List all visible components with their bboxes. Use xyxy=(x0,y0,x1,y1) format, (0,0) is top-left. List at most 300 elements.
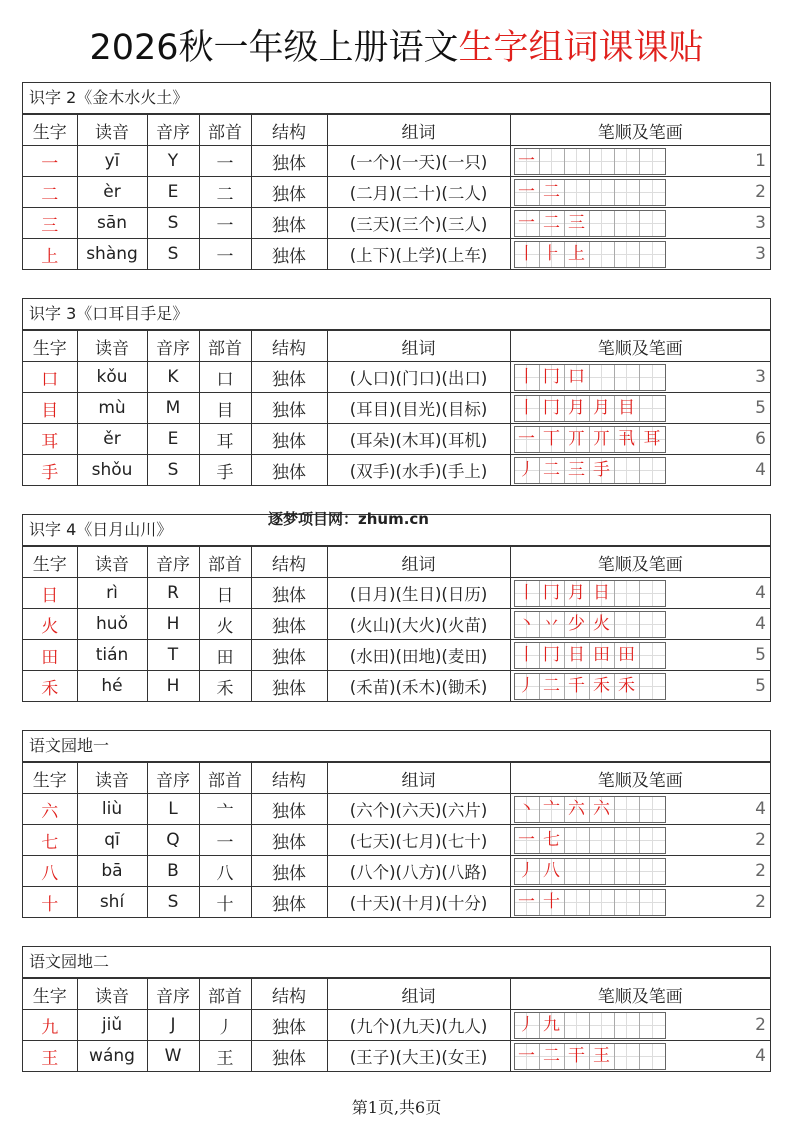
new-char: 王 xyxy=(23,1041,77,1072)
stroke-step: 六 xyxy=(590,797,615,822)
stroke-step xyxy=(590,211,615,236)
column-header-char: 生字 xyxy=(23,979,77,1010)
initial-letter: H xyxy=(147,609,199,640)
stroke-step: 丷 xyxy=(540,612,565,637)
stroke-step: 冂 xyxy=(540,396,565,421)
stroke-order-cell xyxy=(510,887,770,918)
table-row xyxy=(23,825,770,856)
stroke-grid xyxy=(514,395,666,422)
table-row xyxy=(23,671,770,702)
stroke-step xyxy=(640,1013,665,1038)
table-row xyxy=(23,177,770,208)
initial-letter: M xyxy=(147,393,199,424)
stroke-step: 七 xyxy=(540,828,565,853)
stroke-order-cell xyxy=(510,177,770,208)
column-header-strokes: 笔顺及笔画 xyxy=(510,115,770,146)
column-header-pinyin: 读音 xyxy=(77,331,147,362)
new-char: 日 xyxy=(23,578,77,609)
stroke-count: 4 xyxy=(755,614,766,634)
initial-letter: H xyxy=(147,671,199,702)
new-char: 口 xyxy=(23,362,77,393)
initial-letter: S xyxy=(147,887,199,918)
column-header-row xyxy=(23,979,770,1010)
radical: 一 xyxy=(199,239,251,270)
new-char: 十 xyxy=(23,887,77,918)
stroke-step xyxy=(615,859,640,884)
pinyin: tián xyxy=(77,640,147,671)
stroke-step: 少 xyxy=(565,612,590,637)
new-char: 六 xyxy=(23,794,77,825)
stroke-step: 日 xyxy=(590,581,615,606)
new-char: 七 xyxy=(23,825,77,856)
structure: 独体 xyxy=(251,578,327,609)
column-header-structure: 结构 xyxy=(251,331,327,362)
lesson-table xyxy=(22,298,771,486)
column-header-radical: 部首 xyxy=(199,763,251,794)
stroke-step xyxy=(540,149,565,174)
stroke-grid xyxy=(514,673,666,700)
initial-letter: W xyxy=(147,1041,199,1072)
new-char: 火 xyxy=(23,609,77,640)
radical: 一 xyxy=(199,208,251,239)
stroke-step: 上 xyxy=(565,242,590,267)
stroke-order-cell xyxy=(510,825,770,856)
pinyin: shàng xyxy=(77,239,147,270)
stroke-count: 2 xyxy=(755,861,766,881)
column-header-strokes: 笔顺及笔画 xyxy=(510,547,770,578)
stroke-step xyxy=(615,828,640,853)
column-header-char: 生字 xyxy=(23,763,77,794)
stroke-step: 亠 xyxy=(540,797,565,822)
column-header-strokes: 笔顺及笔画 xyxy=(510,763,770,794)
stroke-count: 2 xyxy=(755,830,766,850)
word-list: (日月)(生日)(日历) xyxy=(327,578,510,609)
stroke-step xyxy=(590,859,615,884)
radical: 耳 xyxy=(199,424,251,455)
title-main: 2026秋一年级上册语文 xyxy=(89,28,459,68)
column-header-radical: 部首 xyxy=(199,115,251,146)
stroke-order-cell xyxy=(510,609,770,640)
stroke-count: 4 xyxy=(755,799,766,819)
radical: 八 xyxy=(199,856,251,887)
stroke-count: 4 xyxy=(755,583,766,603)
word-list: (七天)(七月)(七十) xyxy=(327,825,510,856)
stroke-order-cell xyxy=(510,208,770,239)
stroke-step xyxy=(590,890,615,915)
table-row xyxy=(23,1010,770,1041)
stroke-step: 二 xyxy=(540,1044,565,1069)
char-table xyxy=(23,114,770,269)
column-header-row xyxy=(23,547,770,578)
stroke-grid xyxy=(514,580,666,607)
stroke-order-cell xyxy=(510,455,770,486)
stroke-step xyxy=(590,365,615,390)
column-header-radical: 部首 xyxy=(199,979,251,1010)
stroke-order-cell xyxy=(510,1010,770,1041)
stroke-order-cell xyxy=(510,640,770,671)
column-header-initial: 音序 xyxy=(147,763,199,794)
stroke-step: 日 xyxy=(565,643,590,668)
stroke-step xyxy=(640,149,665,174)
stroke-step: 千 xyxy=(565,674,590,699)
stroke-count: 1 xyxy=(755,151,766,171)
initial-letter: S xyxy=(147,455,199,486)
structure: 独体 xyxy=(251,362,327,393)
lesson-table xyxy=(22,730,771,918)
structure: 独体 xyxy=(251,887,327,918)
table-row xyxy=(23,856,770,887)
stroke-step xyxy=(640,581,665,606)
structure: 独体 xyxy=(251,455,327,486)
word-list: (上下)(上学)(上车) xyxy=(327,239,510,270)
pinyin: ěr xyxy=(77,424,147,455)
stroke-step: 火 xyxy=(590,612,615,637)
structure: 独体 xyxy=(251,825,327,856)
stroke-step xyxy=(615,365,640,390)
stroke-step xyxy=(640,643,665,668)
stroke-step: 八 xyxy=(540,859,565,884)
stroke-step xyxy=(640,890,665,915)
column-header-words: 组词 xyxy=(327,547,510,578)
word-list: (九个)(九天)(九人) xyxy=(327,1010,510,1041)
initial-letter: K xyxy=(147,362,199,393)
new-char: 田 xyxy=(23,640,77,671)
pinyin: liù xyxy=(77,794,147,825)
stroke-step xyxy=(640,674,665,699)
radical: 手 xyxy=(199,455,251,486)
word-list: (王子)(大王)(女王) xyxy=(327,1041,510,1072)
stroke-step: 冂 xyxy=(540,365,565,390)
stroke-step xyxy=(565,180,590,205)
stroke-step: 丨 xyxy=(515,396,540,421)
stroke-count: 3 xyxy=(755,244,766,264)
stroke-order-cell xyxy=(510,671,770,702)
stroke-count: 5 xyxy=(755,398,766,418)
word-list: (三天)(三个)(三人) xyxy=(327,208,510,239)
radical: 火 xyxy=(199,609,251,640)
column-header-initial: 音序 xyxy=(147,547,199,578)
lesson-title: 语文园地一 xyxy=(23,731,770,762)
table-row xyxy=(23,609,770,640)
stroke-step xyxy=(640,396,665,421)
stroke-step: 月 xyxy=(565,581,590,606)
stroke-step: 丿 xyxy=(515,859,540,884)
column-header-words: 组词 xyxy=(327,115,510,146)
stroke-step: 冂 xyxy=(540,643,565,668)
stroke-grid xyxy=(514,796,666,823)
stroke-step xyxy=(615,242,640,267)
new-char: 三 xyxy=(23,208,77,239)
pinyin: sān xyxy=(77,208,147,239)
lesson-title: 语文园地二 xyxy=(23,947,770,978)
radical: 丿 xyxy=(199,1010,251,1041)
table-row xyxy=(23,887,770,918)
radical: 亠 xyxy=(199,794,251,825)
stroke-step: 丶 xyxy=(515,797,540,822)
stroke-step: 一 xyxy=(515,211,540,236)
stroke-grid xyxy=(514,457,666,484)
stroke-step xyxy=(640,365,665,390)
stroke-step xyxy=(615,797,640,822)
stroke-step: 一 xyxy=(515,149,540,174)
stroke-step: 二 xyxy=(540,180,565,205)
pinyin: èr xyxy=(77,177,147,208)
structure: 独体 xyxy=(251,393,327,424)
initial-letter: E xyxy=(147,424,199,455)
stroke-step xyxy=(615,612,640,637)
radical: 一 xyxy=(199,146,251,177)
table-row xyxy=(23,146,770,177)
stroke-order-cell xyxy=(510,578,770,609)
stroke-step: 干 xyxy=(565,1044,590,1069)
stroke-grid xyxy=(514,1012,666,1039)
watermark-text: 逐梦项目网：zhum.cn xyxy=(268,510,429,528)
structure: 独体 xyxy=(251,146,327,177)
stroke-step: 口 xyxy=(565,365,590,390)
stroke-step xyxy=(615,581,640,606)
stroke-step xyxy=(615,890,640,915)
stroke-step: 禾 xyxy=(615,674,640,699)
stroke-step xyxy=(590,180,615,205)
radical: 一 xyxy=(199,825,251,856)
word-list: (人口)(门口)(出口) xyxy=(327,362,510,393)
stroke-count: 2 xyxy=(755,182,766,202)
radical: 二 xyxy=(199,177,251,208)
new-char: 目 xyxy=(23,393,77,424)
new-char: 二 xyxy=(23,177,77,208)
word-list: (一个)(一天)(一只) xyxy=(327,146,510,177)
stroke-grid xyxy=(514,858,666,885)
stroke-order-cell xyxy=(510,856,770,887)
stroke-step: 丌 xyxy=(590,427,615,452)
stroke-order-cell xyxy=(510,146,770,177)
column-header-words: 组词 xyxy=(327,979,510,1010)
stroke-step: 二 xyxy=(540,211,565,236)
structure: 独体 xyxy=(251,671,327,702)
new-char: 上 xyxy=(23,239,77,270)
column-header-pinyin: 读音 xyxy=(77,763,147,794)
stroke-count: 2 xyxy=(755,892,766,912)
stroke-step: 田 xyxy=(615,643,640,668)
stroke-grid xyxy=(514,364,666,391)
char-table xyxy=(23,330,770,485)
stroke-step: 月 xyxy=(565,396,590,421)
stroke-step xyxy=(640,797,665,822)
radical: 十 xyxy=(199,887,251,918)
table-row xyxy=(23,424,770,455)
stroke-count: 2 xyxy=(755,1015,766,1035)
pinyin: mù xyxy=(77,393,147,424)
pinyin: kǒu xyxy=(77,362,147,393)
column-header-pinyin: 读音 xyxy=(77,547,147,578)
stroke-step xyxy=(615,1013,640,1038)
stroke-step: 六 xyxy=(565,797,590,822)
word-list: (耳朵)(木耳)(耳机) xyxy=(327,424,510,455)
word-list: (六个)(六天)(六片) xyxy=(327,794,510,825)
lesson-table xyxy=(22,946,771,1072)
pinyin: shǒu xyxy=(77,455,147,486)
title-highlight: 生字组词课课贴 xyxy=(458,28,704,68)
stroke-count: 4 xyxy=(755,1046,766,1066)
word-list: (水田)(田地)(麦田) xyxy=(327,640,510,671)
table-row xyxy=(23,640,770,671)
pinyin: bā xyxy=(77,856,147,887)
stroke-step: 冂 xyxy=(540,581,565,606)
column-header-strokes: 笔顺及笔画 xyxy=(510,331,770,362)
stroke-step: 丶 xyxy=(515,612,540,637)
initial-letter: R xyxy=(147,578,199,609)
word-list: (火山)(大火)(火苗) xyxy=(327,609,510,640)
stroke-grid xyxy=(514,210,666,237)
stroke-step xyxy=(565,1013,590,1038)
word-list: (禾苗)(禾木)(锄禾) xyxy=(327,671,510,702)
column-header-radical: 部首 xyxy=(199,331,251,362)
stroke-step: 丌 xyxy=(565,427,590,452)
stroke-step: 禾 xyxy=(590,674,615,699)
stroke-step xyxy=(565,859,590,884)
table-row xyxy=(23,362,770,393)
stroke-grid xyxy=(514,611,666,638)
stroke-count: 6 xyxy=(755,429,766,449)
stroke-step: 丨 xyxy=(515,581,540,606)
pinyin: rì xyxy=(77,578,147,609)
stroke-step: 田 xyxy=(590,643,615,668)
stroke-step xyxy=(640,242,665,267)
column-header-initial: 音序 xyxy=(147,331,199,362)
stroke-step xyxy=(615,180,640,205)
column-header-pinyin: 读音 xyxy=(77,115,147,146)
column-header-structure: 结构 xyxy=(251,115,327,146)
table-row xyxy=(23,1041,770,1072)
radical: 田 xyxy=(199,640,251,671)
stroke-step: 三 xyxy=(565,458,590,483)
stroke-step xyxy=(615,458,640,483)
pinyin: huǒ xyxy=(77,609,147,640)
lesson-title: 识字 4《日月山川》 xyxy=(23,515,770,546)
stroke-step xyxy=(565,828,590,853)
stroke-grid xyxy=(514,889,666,916)
stroke-step: 丮 xyxy=(615,427,640,452)
stroke-order-cell xyxy=(510,362,770,393)
stroke-step xyxy=(590,1013,615,1038)
initial-letter: J xyxy=(147,1010,199,1041)
initial-letter: T xyxy=(147,640,199,671)
radical: 禾 xyxy=(199,671,251,702)
stroke-step: 一 xyxy=(515,427,540,452)
stroke-order-cell xyxy=(510,794,770,825)
stroke-step xyxy=(640,180,665,205)
structure: 独体 xyxy=(251,794,327,825)
column-header-row xyxy=(23,331,770,362)
new-char: 手 xyxy=(23,455,77,486)
stroke-step xyxy=(590,242,615,267)
column-header-radical: 部首 xyxy=(199,547,251,578)
column-header-strokes: 笔顺及笔画 xyxy=(510,979,770,1010)
stroke-step: 丨 xyxy=(515,643,540,668)
new-char: 耳 xyxy=(23,424,77,455)
stroke-step xyxy=(565,890,590,915)
stroke-step: 一 xyxy=(515,180,540,205)
column-header-words: 组词 xyxy=(327,331,510,362)
column-header-char: 生字 xyxy=(23,331,77,362)
char-table xyxy=(23,762,770,917)
stroke-step xyxy=(640,458,665,483)
stroke-count: 4 xyxy=(755,460,766,480)
stroke-order-cell xyxy=(510,1041,770,1072)
initial-letter: S xyxy=(147,239,199,270)
word-list: (双手)(水手)(手上) xyxy=(327,455,510,486)
radical: 王 xyxy=(199,1041,251,1072)
pinyin: wáng xyxy=(77,1041,147,1072)
column-header-initial: 音序 xyxy=(147,979,199,1010)
stroke-step: 丨 xyxy=(515,242,540,267)
pinyin: shí xyxy=(77,887,147,918)
initial-letter: Q xyxy=(147,825,199,856)
char-table xyxy=(23,978,770,1071)
new-char: 禾 xyxy=(23,671,77,702)
stroke-step: 丿 xyxy=(515,1013,540,1038)
table-row xyxy=(23,578,770,609)
table-row xyxy=(23,393,770,424)
new-char: 九 xyxy=(23,1010,77,1041)
structure: 独体 xyxy=(251,239,327,270)
stroke-step xyxy=(640,211,665,236)
column-header-char: 生字 xyxy=(23,115,77,146)
lesson-table xyxy=(22,514,771,702)
column-header-structure: 结构 xyxy=(251,979,327,1010)
stroke-grid xyxy=(514,827,666,854)
stroke-count: 3 xyxy=(755,367,766,387)
radical: 目 xyxy=(199,393,251,424)
initial-letter: Y xyxy=(147,146,199,177)
initial-letter: E xyxy=(147,177,199,208)
stroke-grid xyxy=(514,148,666,175)
pinyin: yī xyxy=(77,146,147,177)
stroke-step xyxy=(640,612,665,637)
stroke-order-cell xyxy=(510,393,770,424)
stroke-step xyxy=(590,828,615,853)
structure: 独体 xyxy=(251,177,327,208)
radical: 口 xyxy=(199,362,251,393)
stroke-step: 一 xyxy=(515,1044,540,1069)
column-header-structure: 结构 xyxy=(251,763,327,794)
initial-letter: S xyxy=(147,208,199,239)
word-list: (十天)(十月)(十分) xyxy=(327,887,510,918)
column-header-row xyxy=(23,115,770,146)
structure: 独体 xyxy=(251,640,327,671)
stroke-grid xyxy=(514,241,666,268)
pinyin: hé xyxy=(77,671,147,702)
stroke-step: 手 xyxy=(590,458,615,483)
pinyin: qī xyxy=(77,825,147,856)
lesson-title: 识字 3《口耳目手足》 xyxy=(23,299,770,330)
stroke-step xyxy=(615,211,640,236)
structure: 独体 xyxy=(251,1010,327,1041)
lesson-table xyxy=(22,82,771,270)
stroke-step xyxy=(590,149,615,174)
stroke-step xyxy=(565,149,590,174)
column-header-char: 生字 xyxy=(23,547,77,578)
new-char: 一 xyxy=(23,146,77,177)
column-header-words: 组词 xyxy=(327,763,510,794)
page-footer: 第1页,共6页 xyxy=(351,1098,442,1117)
stroke-count: 5 xyxy=(755,676,766,696)
page-title xyxy=(0,26,793,70)
table-row xyxy=(23,208,770,239)
stroke-step: 二 xyxy=(540,458,565,483)
structure: 独体 xyxy=(251,856,327,887)
new-char: 八 xyxy=(23,856,77,887)
